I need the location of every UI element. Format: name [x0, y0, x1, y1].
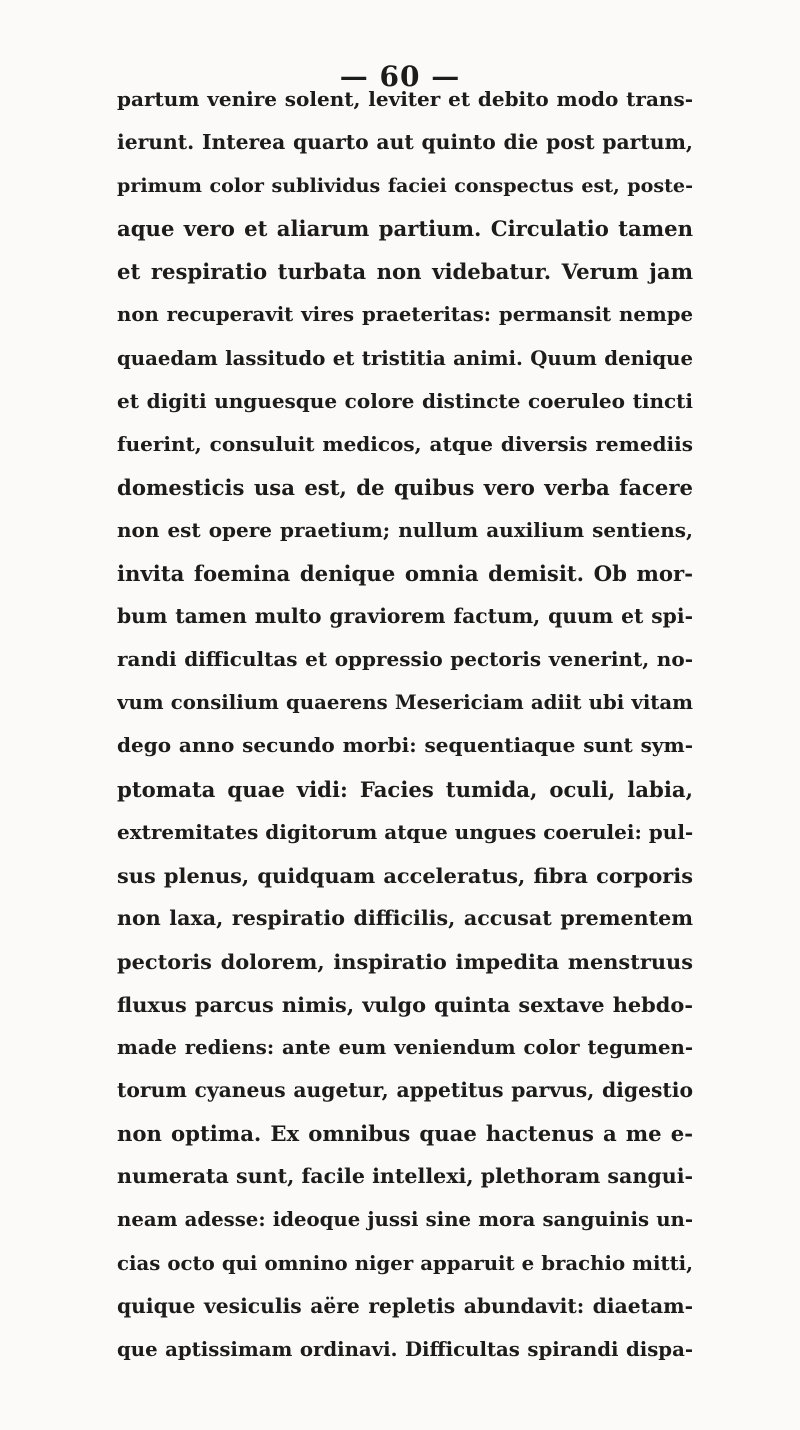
- text-line: numerata sunt, facile intellexi, plethoram sangui-: [117, 1164, 693, 1189]
- text-line: ierunt. Interea quarto aut quinto die post partum,: [117, 130, 693, 155]
- text-line: quaedam lassitudo et tristitia animi. Quum denique: [117, 346, 693, 370]
- page-number: — 60 —: [339, 60, 461, 93]
- text-line: non est opere praetium; nullum auxilium sentiens,: [117, 517, 693, 542]
- text-line: que aptissimam ordinavi. Difficultas spirandi dispa-: [117, 1337, 693, 1361]
- text-line: domesticis usa est, de quibus vero verba facere: [117, 474, 693, 500]
- text-line: invita foemina denique omnia demisit. Ob mor-: [117, 561, 693, 587]
- body-text: [117, 78, 693, 1371]
- text-line: primum color sublividus faciei conspectus est, poste-: [117, 174, 693, 198]
- text-line: fluxus parcus nimis, vulgo quinta sextave hebdo-: [117, 991, 693, 1017]
- text-line: vum consilium quaerens Mesericiam adiit ubi vitam: [117, 691, 693, 715]
- text-line: non laxa, respiratio difficilis, accusat prementem: [117, 905, 693, 930]
- text-line: bum tamen multo graviorem factum, quum et spi-: [117, 604, 693, 629]
- text-line: torum cyaneus augetur, appetitus parvus, digestio: [117, 1078, 693, 1103]
- text-line: cias octo qui omnino niger apparuit e brachio mitti,: [117, 1251, 693, 1275]
- text-line: pectoris dolorem, inspiratio impedita menstruus: [117, 948, 693, 974]
- text-line: non recuperavit vires praeteritas: permansit nempe: [117, 303, 693, 327]
- text-line: et respiratio turbata non videbatur. Verum jam: [117, 259, 693, 285]
- text-line: quique vesiculis aëre repletis abundavit: diaetam-: [117, 1293, 693, 1318]
- text-line: partum venire solent, leviter et debito modo trans-: [117, 87, 693, 111]
- text-line: neam adesse: ideoque jussi sine mora sanguinis un-: [117, 1208, 693, 1232]
- text-line: fuerint, consuluit medicos, atque diversis remediis: [117, 431, 693, 456]
- text-line: ptomata quae vidi: Facies tumida, oculi, labia,: [117, 776, 693, 802]
- text-line: extremitates digitorum atque ungues coerulei: pul-: [117, 819, 693, 844]
- text-line: made rediens: ante eum veniendum color tegumen-: [117, 1036, 693, 1060]
- text-line: et digiti unguesque colore distincte coeruleo tincti: [117, 388, 693, 413]
- text-line: aque vero et aliarum partium. Circulatio tamen: [117, 216, 693, 242]
- text-line: sus plenus, quidquam acceleratus, fibra corporis: [117, 862, 693, 888]
- text-line: dego anno secundo morbi: sequentiaque sunt sym-: [117, 733, 693, 758]
- text-line: non optima. Ex omnibus quae hactenus a me e-: [117, 1121, 693, 1147]
- text-line: randi difficultas et oppressio pectoris venerint, no-: [117, 647, 693, 672]
